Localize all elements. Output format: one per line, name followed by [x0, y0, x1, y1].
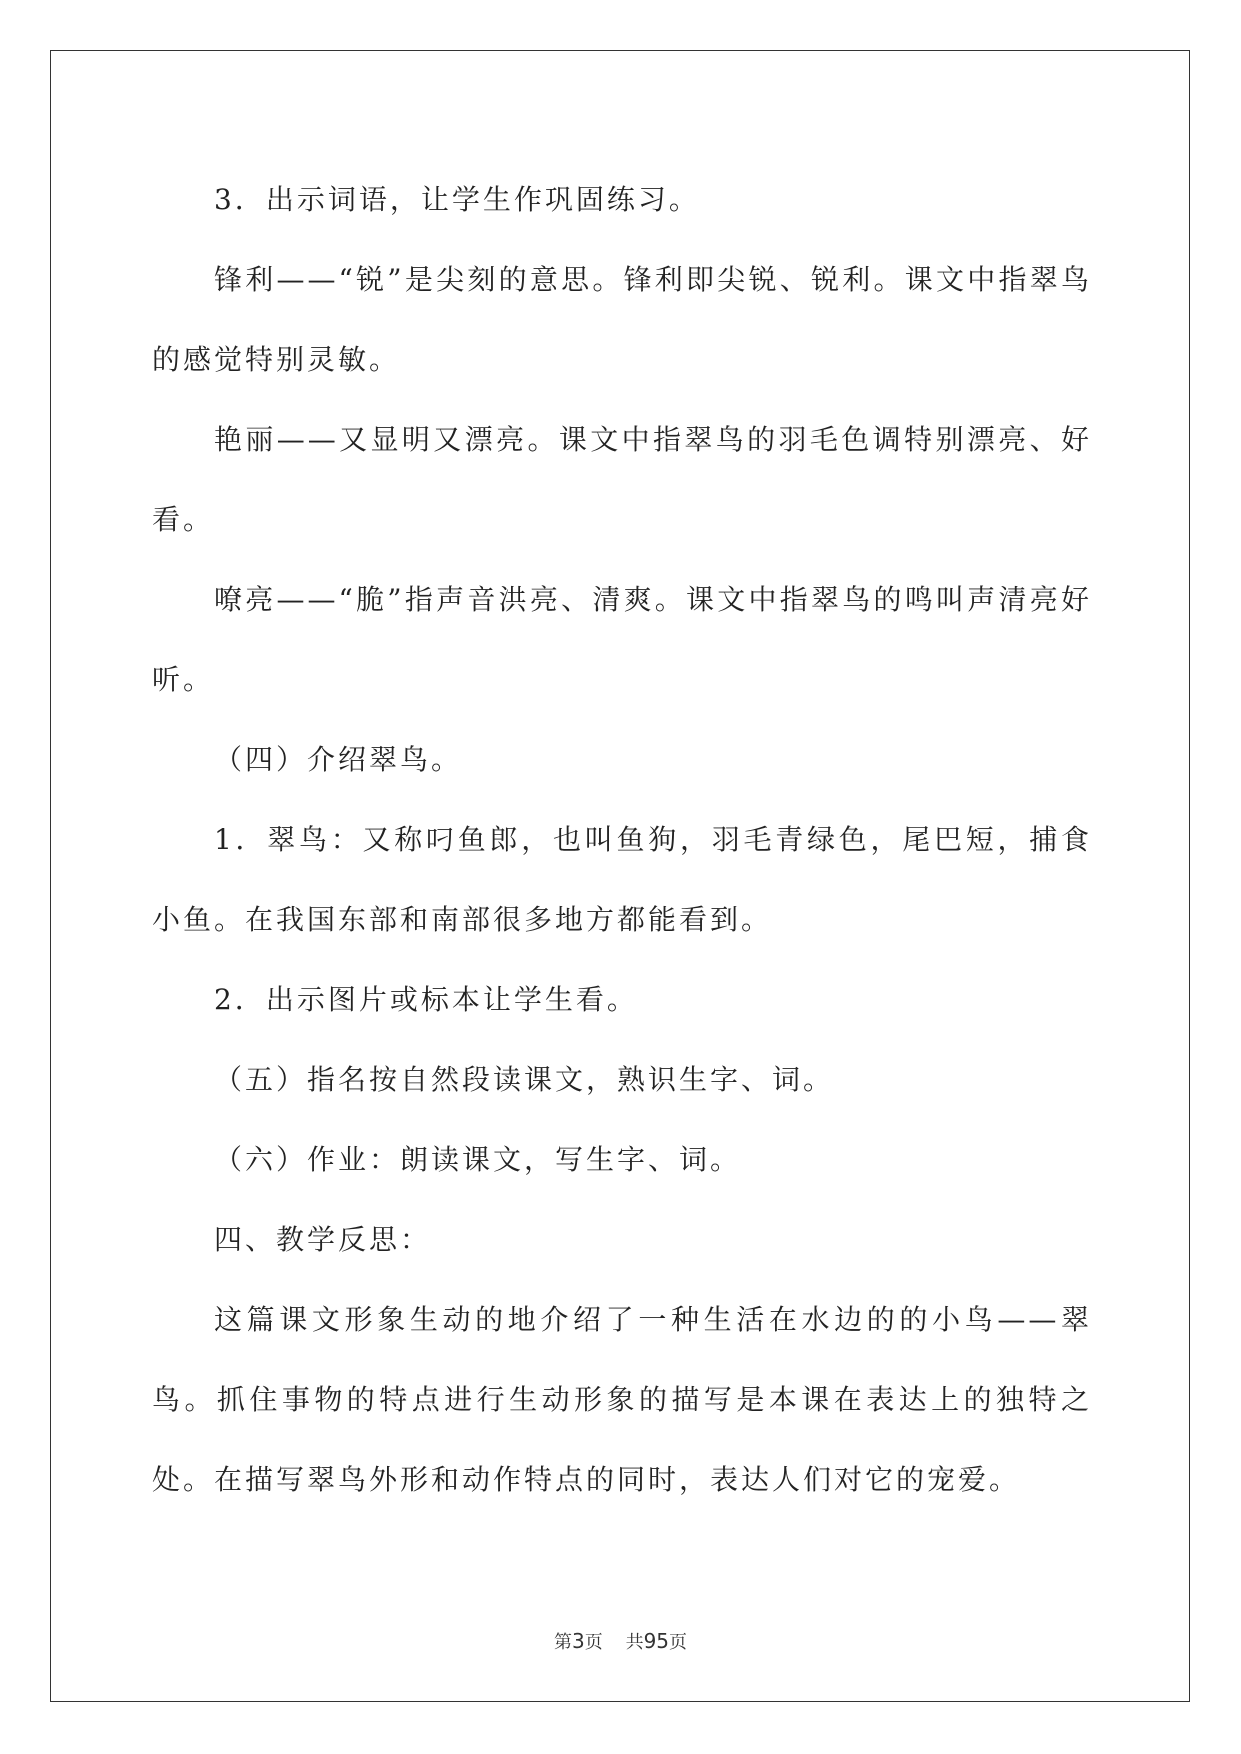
section-heading-4: （四）介绍翠鸟。 — [214, 743, 463, 776]
paragraph-reflection: 这篇课文形象生动的地介绍了一种生活在水边的的小鸟——翠鸟。抓住事物的特点进行生动形象的描写是本课在表达上的独特之处。在描写翠鸟外形和动作特点的同时，表达人们对它的宠爱。 — [152, 1303, 1092, 1496]
footer-total-prefix: 共 — [625, 1632, 644, 1653]
footer-total-suffix: 页 — [669, 1632, 688, 1653]
footer-page-suffix: 页 — [584, 1632, 603, 1653]
section-heading-5: （五）指名按自然段读课文，熟识生字、词。 — [214, 1063, 835, 1096]
paragraph-liaoliang: 嘹亮——“脆”指声音洪亮、清爽。课文中指翠鸟的鸣叫声清亮好听。 — [152, 583, 1092, 696]
paragraph-fengli: 锋利——“锐”是尖刻的意思。锋利即尖锐、锐利。课文中指翠鸟的感觉特别灵敏。 — [152, 263, 1092, 376]
page-footer — [0, 1628, 1241, 1654]
footer-prefix: 第 — [553, 1632, 572, 1653]
section-heading-reflection: 四、教学反思： — [214, 1223, 432, 1256]
footer-page-number: 3 — [571, 1629, 585, 1653]
footer-total-pages: 95 — [643, 1629, 670, 1653]
document-body — [152, 160, 1092, 1520]
section-heading-6: （六）作业：朗读课文，写生字、词。 — [214, 1143, 742, 1176]
paragraph-show-pictures: 2．出示图片或标本让学生看。 — [214, 983, 638, 1016]
paragraph-exercise: 3．出示词语，让学生作巩固练习。 — [214, 183, 700, 216]
paragraph-cuiniao-intro: 1．翠鸟：又称叼鱼郎，也叫鱼狗，羽毛青绿色，尾巴短，捕食小鱼。在我国东部和南部很多地方都能看到。 — [152, 823, 1092, 936]
paragraph-yanli: 艳丽——又显明又漂亮。课文中指翠鸟的羽毛色调特别漂亮、好看。 — [152, 423, 1092, 536]
